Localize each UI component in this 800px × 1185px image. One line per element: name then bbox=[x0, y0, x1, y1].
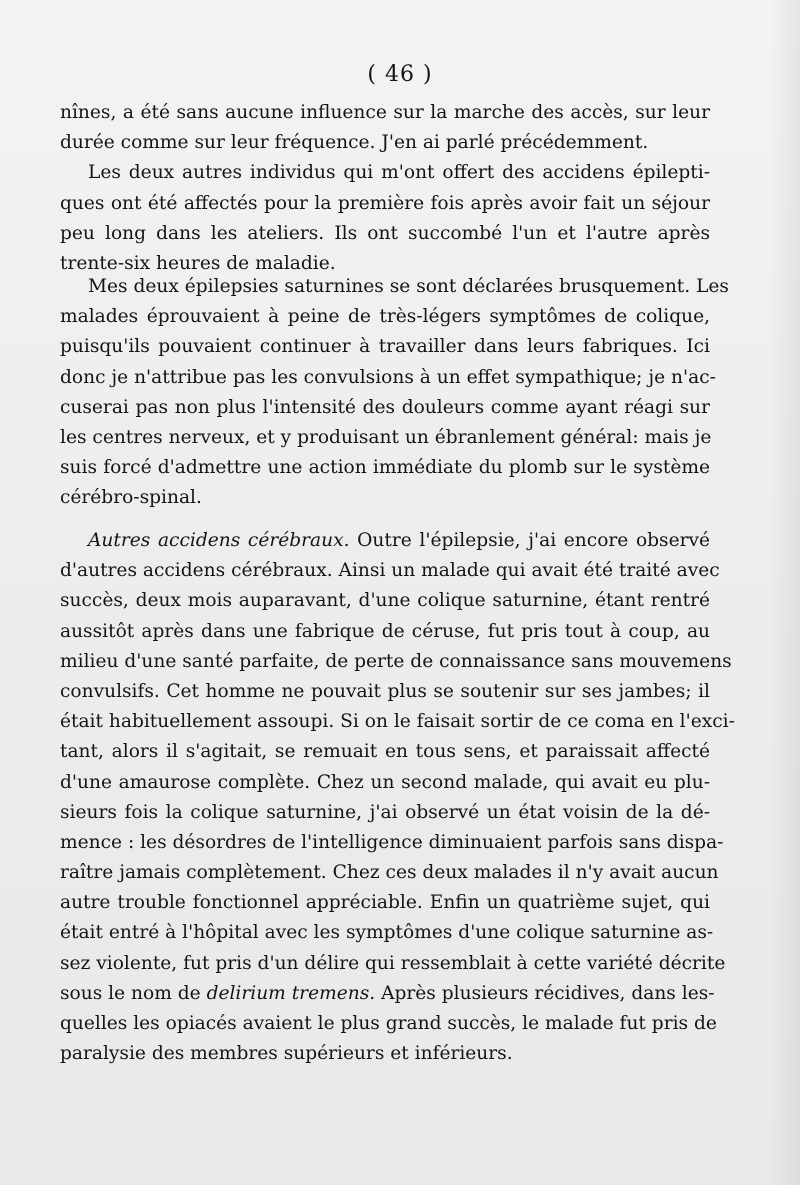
text-line bbox=[60, 979, 715, 1009]
text-line: mence : les désordres de l'intelligence diminuaient parfois sans dispa- bbox=[60, 831, 724, 853]
text-line: ques ont été affectés pour la première fois après avoir fait un séjour bbox=[60, 192, 710, 214]
text-line: Les deux autres individus qui m'ont offert des accidens épilepti- bbox=[88, 162, 710, 184]
paragraph-1 bbox=[60, 98, 710, 158]
text-span: Outre l'épilepsie, j'ai encore observé bbox=[349, 530, 710, 551]
text-span: sous le nom de bbox=[60, 982, 207, 1004]
paragraph-3 bbox=[60, 272, 729, 514]
text-line: sez violente, fut pris d'un délire qui ressemblait à cette variété décrite bbox=[60, 952, 726, 974]
text-line: Mes deux épilepsies saturnines se sont déclarées brusquement. Les bbox=[88, 276, 729, 297]
text-line: puisqu'ils pouvaient continuer à travailler dans leurs fabriques. Ici bbox=[60, 336, 710, 358]
text-line: paralysie des membres supérieurs et inférieurs. bbox=[60, 1043, 513, 1065]
page-number: ( 46 ) bbox=[367, 62, 433, 87]
text-line: d'une amaurose complète. Chez un second malade, qui avait eu plu- bbox=[60, 771, 710, 793]
text-line: était entré à l'hôpital avec les symptômes d'une colique saturnine as- bbox=[60, 922, 714, 944]
text-line: cérébro-spinal. bbox=[60, 487, 202, 509]
paragraph-2 bbox=[60, 158, 710, 279]
text-line: quelles les opiacés avaient le plus grand succès, le malade fut pris de bbox=[60, 1013, 717, 1034]
text-line: tant, alors il s'agitait, se remuait en tous sens, et paraissait affecté bbox=[60, 741, 710, 763]
text-line: trente-six heures de maladie. bbox=[60, 252, 336, 274]
text-line: convulsifs. Cet homme ne pouvait plus se soutenir sur ses jambes; il bbox=[60, 680, 710, 702]
text-span: Après plusieurs récidives, dans les- bbox=[375, 982, 715, 1004]
text-line: les centres nerveux, et y produisant un ébranlement général: mais je bbox=[60, 426, 712, 448]
paragraph-4 bbox=[60, 526, 735, 1069]
text-line: malades éprouvaient à peine de très-légers symptômes de colique, bbox=[60, 306, 710, 328]
text-line: d'autres accidens cérébraux. Ainsi un malade qui avait été traité avec bbox=[60, 560, 720, 582]
text-line: succès, deux mois auparavant, d'une colique saturnine, étant rentré bbox=[60, 590, 710, 612]
text-line: aussitôt après dans une fabrique de céruse, fut pris tout à coup, au bbox=[60, 620, 710, 642]
text-line: cuserai pas non plus l'intensité des douleurs comme ayant réagi sur bbox=[60, 396, 710, 418]
text-line: milieu d'une santé parfaite, de perte de connaissance sans mouvemens bbox=[60, 650, 732, 672]
text-line: suis forcé d'admettre une action immédiate du plomb sur le système bbox=[60, 457, 710, 479]
text-line: autre trouble fonctionnel appréciable. Enfin un quatrième sujet, qui bbox=[60, 892, 710, 914]
section-heading: Autres accidens cérébraux. bbox=[88, 530, 350, 551]
text-line bbox=[60, 526, 710, 556]
text-line: donc je n'attribue pas les convulsions à un effet sympathique; je n'ac- bbox=[60, 366, 716, 388]
text-line: était habituellement assoupi. Si on le faisait sortir de ce coma en l'exci- bbox=[60, 711, 735, 733]
italic-term: delirium tremens. bbox=[206, 982, 376, 1004]
text-line: durée comme sur leur fréquence. J'en ai parlé précédemment. bbox=[60, 132, 649, 154]
text-line: sieurs fois la colique saturnine, j'ai observé un état voisin de la dé- bbox=[60, 801, 710, 823]
text-line: peu long dans les ateliers. Ils ont succombé l'un et l'autre après bbox=[60, 222, 710, 244]
text-line: raître jamais complètement. Chez ces deux malades il n'y avait aucun bbox=[60, 862, 719, 884]
text-line: nînes, a été sans aucune influence sur la marche des accès, sur leur bbox=[60, 102, 710, 123]
